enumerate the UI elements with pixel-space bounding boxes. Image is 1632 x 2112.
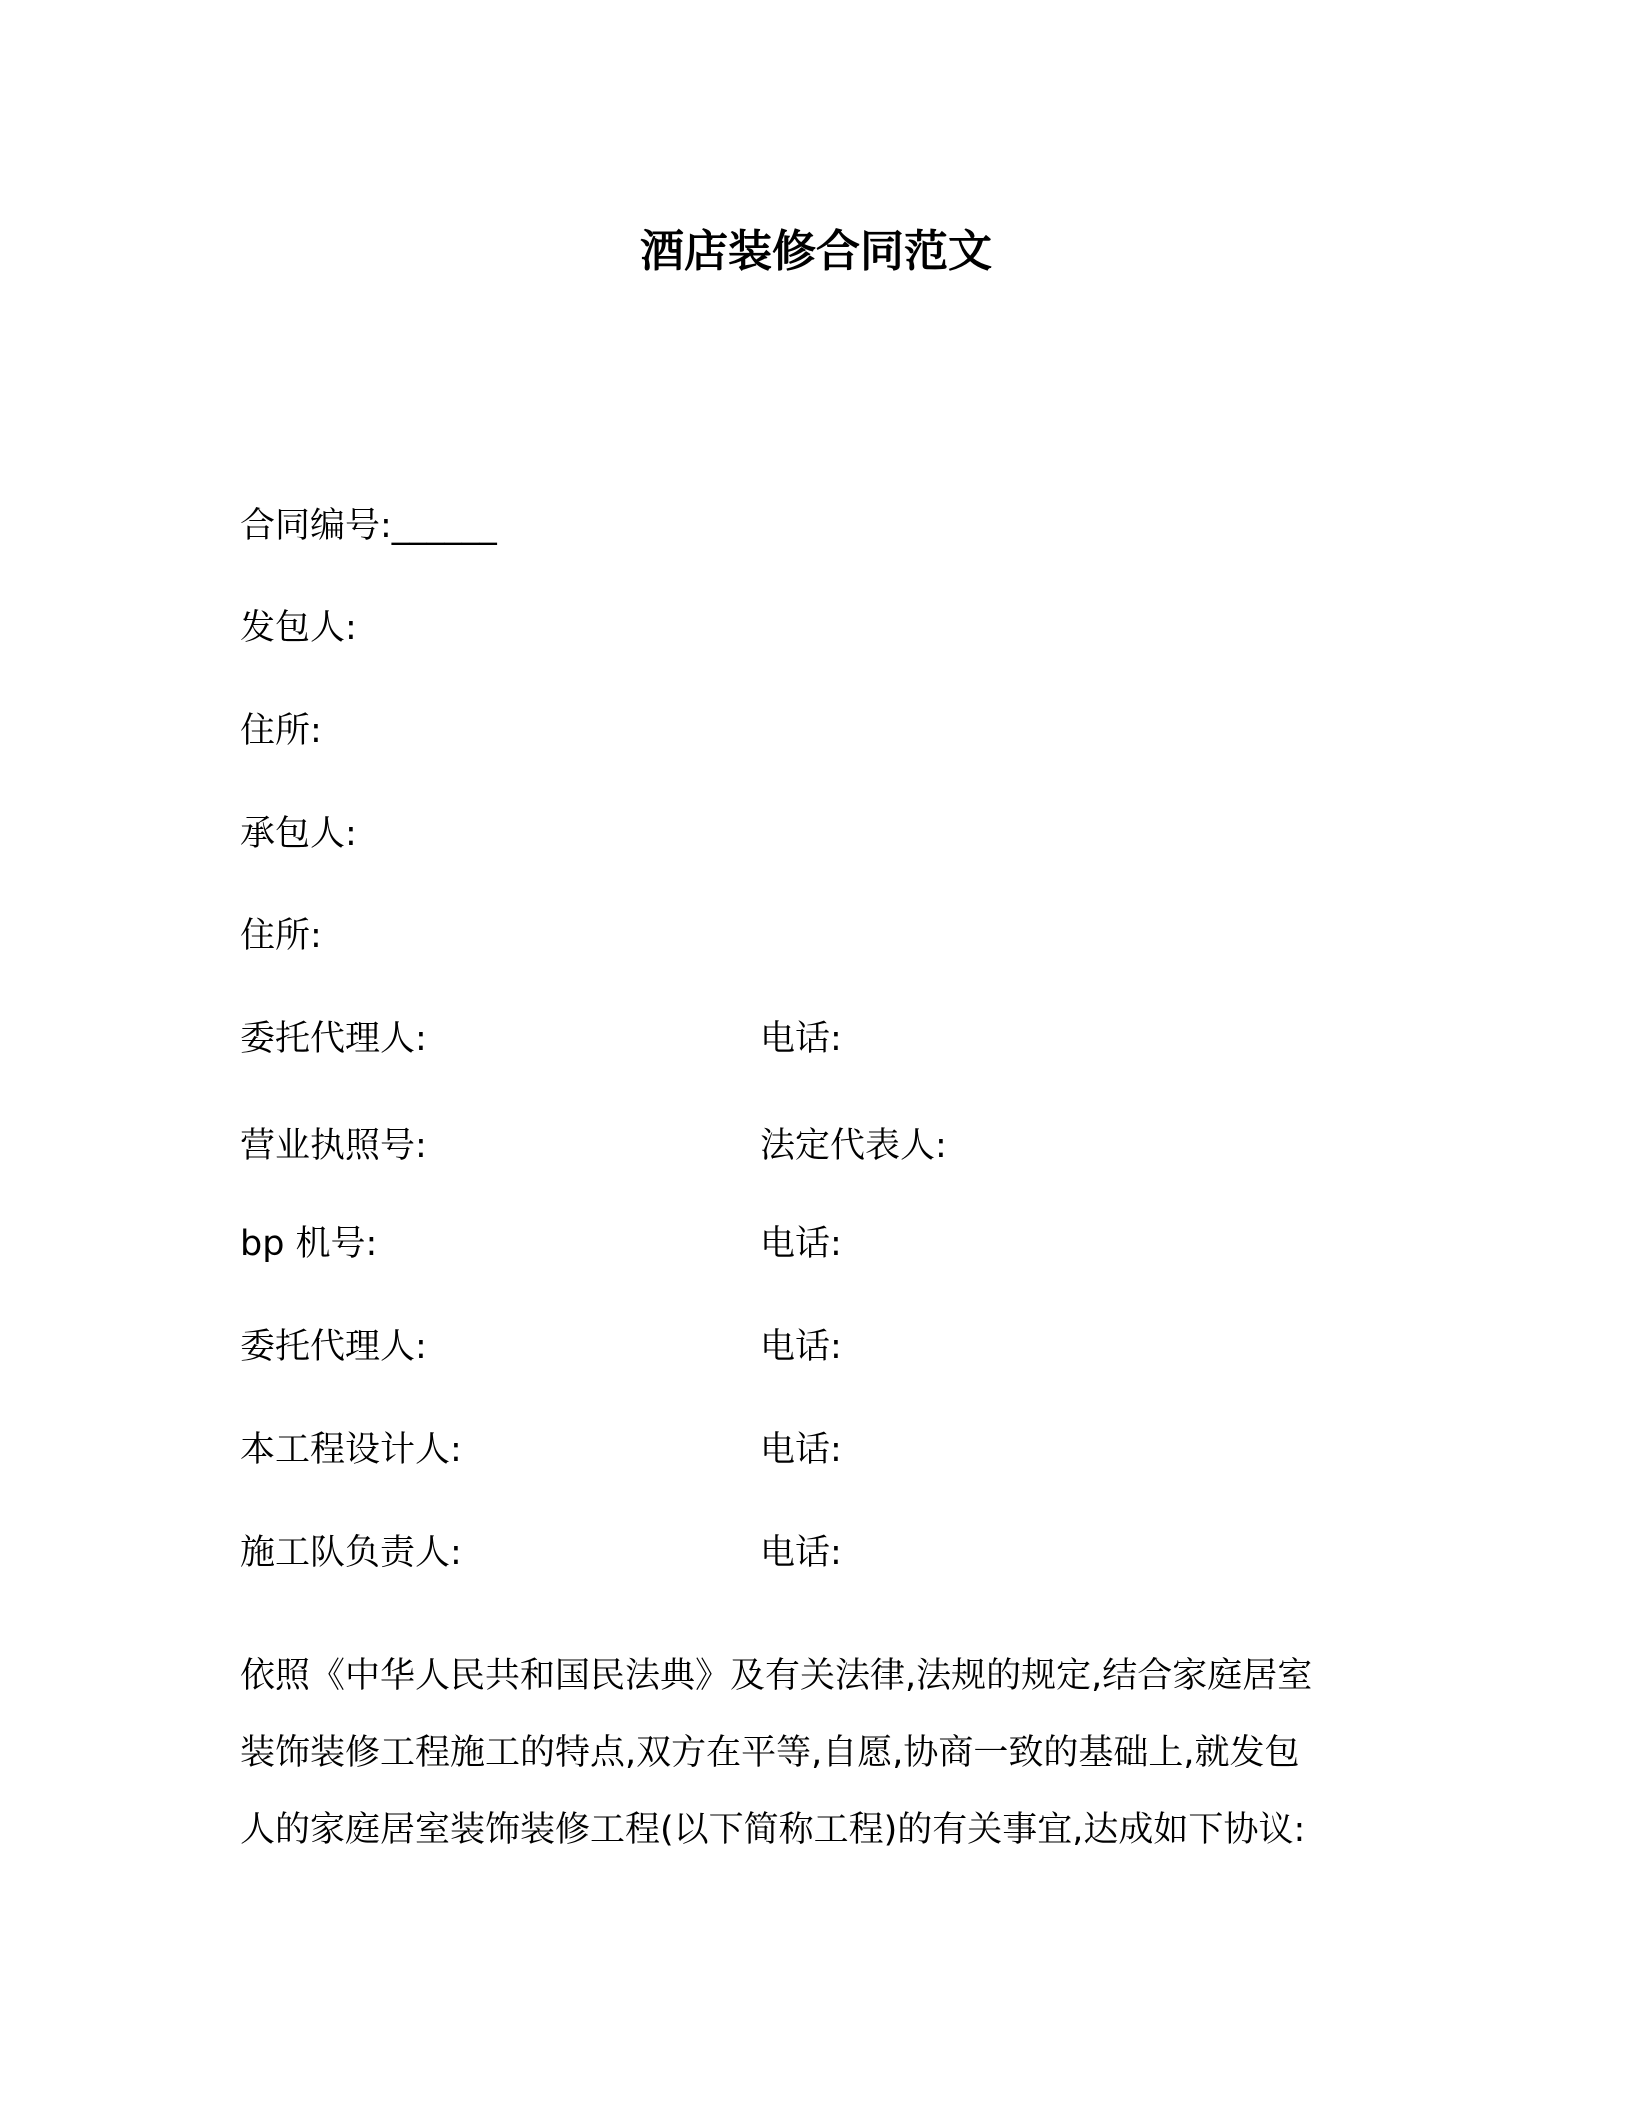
document-title: 酒店装修合同范文 bbox=[640, 226, 992, 277]
preamble-paragraph bbox=[240, 1638, 1390, 1869]
employer-address-label: 住所: bbox=[240, 711, 322, 751]
phone-label: 电话: bbox=[760, 1019, 842, 1059]
paragraph-line: 装饰装修工程施工的特点,双方在平等,自愿,协商一致的基础上,就发包 bbox=[240, 1733, 1300, 1773]
agent-label: 委托代理人: bbox=[240, 1019, 427, 1059]
employer-label: 发包人: bbox=[240, 608, 357, 648]
pager-number-label: bp 机号: bbox=[240, 1224, 378, 1264]
team-leader-label: 施工队负责人: bbox=[240, 1533, 462, 1573]
phone-label: 电话: bbox=[760, 1224, 842, 1264]
business-license-label: 营业执照号: bbox=[240, 1126, 427, 1166]
field-row bbox=[240, 1529, 1390, 1577]
field-row bbox=[240, 707, 1390, 755]
phone-label: 电话: bbox=[760, 1533, 842, 1573]
paragraph-line: 依照《中华人民共和国民法典》及有关法律,法规的规定,结合家庭居室 bbox=[240, 1656, 1313, 1696]
contractor-address-label: 住所: bbox=[240, 916, 322, 956]
field-row bbox=[240, 1323, 1390, 1371]
field-row bbox=[240, 1220, 1390, 1268]
phone-label: 电话: bbox=[760, 1430, 842, 1470]
field-row bbox=[240, 1122, 1390, 1170]
field-row bbox=[240, 1426, 1390, 1474]
designer-label: 本工程设计人: bbox=[240, 1430, 462, 1470]
field-row bbox=[240, 810, 1390, 858]
field-row bbox=[240, 604, 1390, 652]
agent-label: 委托代理人: bbox=[240, 1327, 427, 1367]
contractor-label: 承包人: bbox=[240, 814, 357, 854]
legal-representative-label: 法定代表人: bbox=[760, 1126, 947, 1166]
field-row bbox=[240, 912, 1390, 960]
contract-number-line bbox=[240, 502, 1390, 550]
phone-label: 电话: bbox=[760, 1327, 842, 1367]
paragraph-line: 人的家庭居室装饰装修工程(以下简称工程)的有关事宜,达成如下协议: bbox=[240, 1810, 1306, 1850]
field-row bbox=[240, 1015, 1390, 1063]
contract-number-label: 合同编号:______ bbox=[240, 506, 497, 546]
